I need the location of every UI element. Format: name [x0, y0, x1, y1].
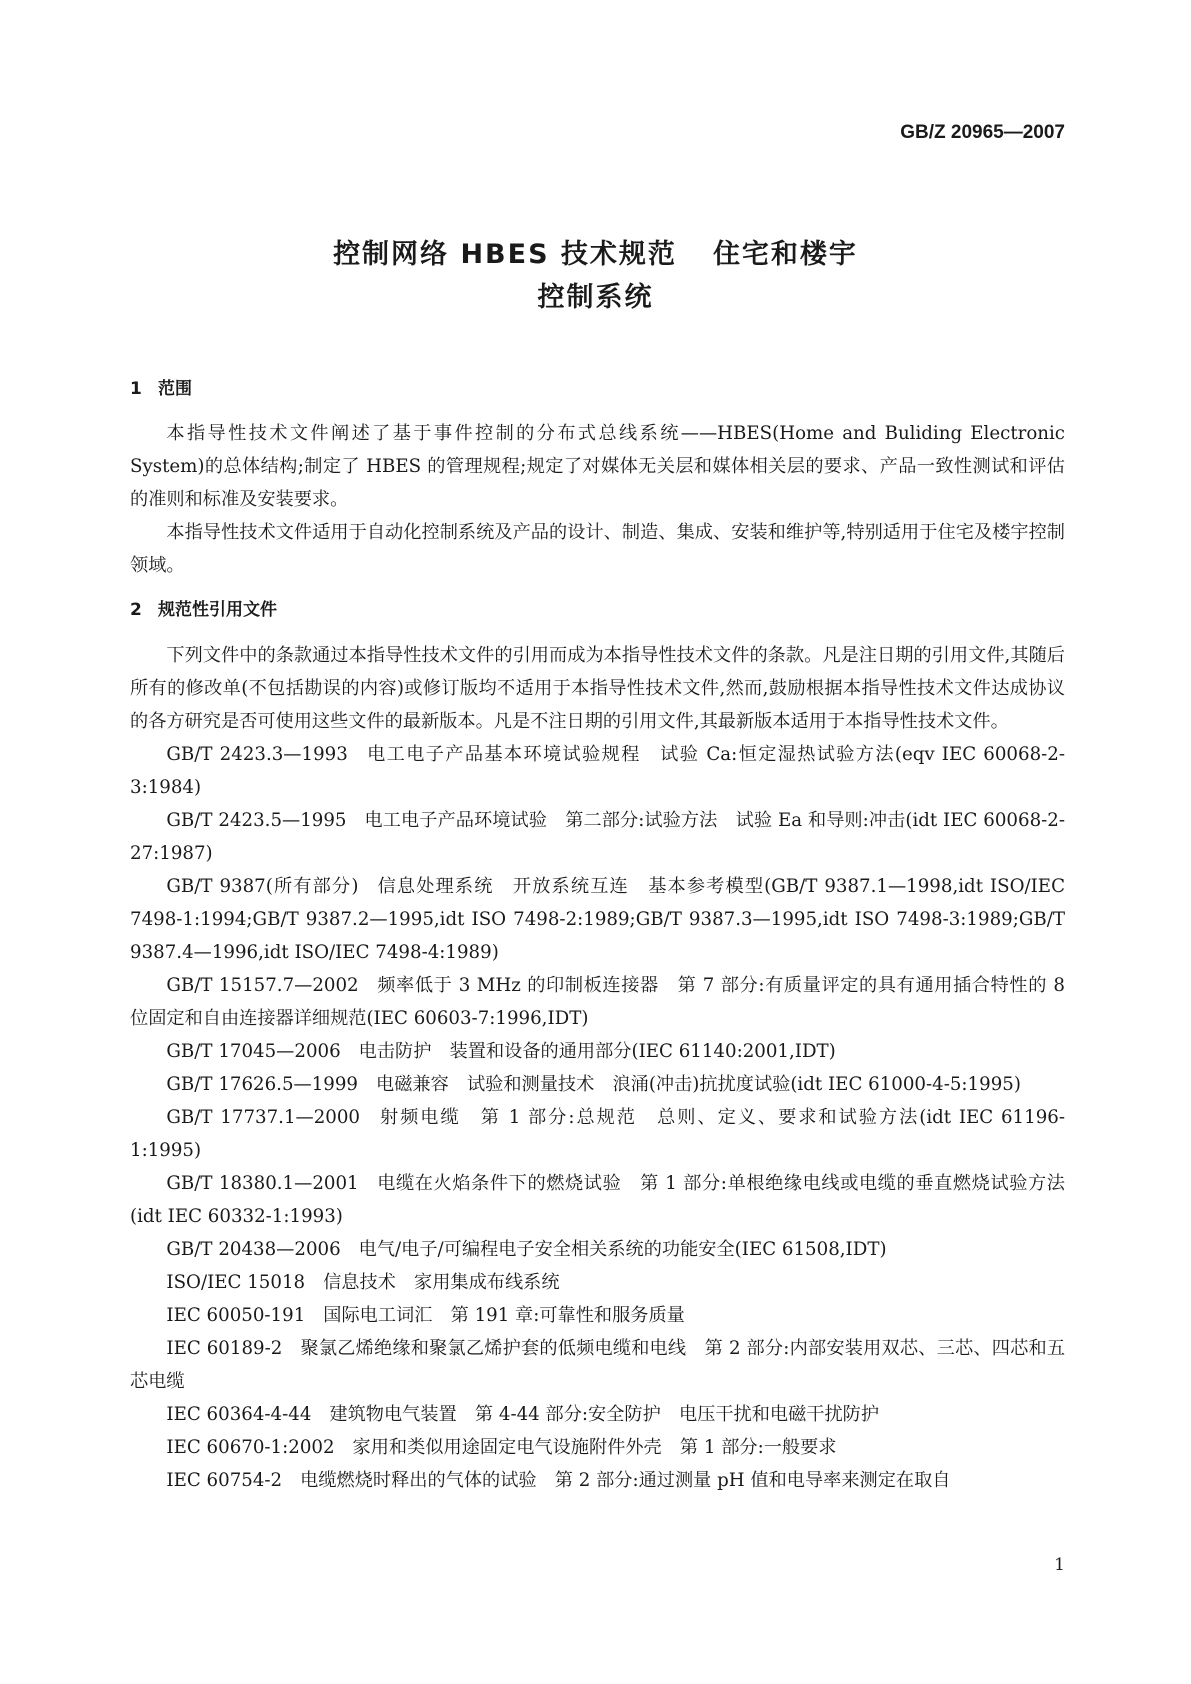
reference-entry: [130, 1233, 1065, 1266]
reference-entry: [130, 1101, 1065, 1167]
document-title-line-1: [0, 232, 1191, 271]
reference-title: 国际电工词汇 第 191 章:可靠性和服务质量: [323, 1305, 685, 1326]
section-1-heading: [130, 373, 1065, 406]
reference-entry: [130, 1035, 1065, 1068]
reference-code: GB/T 2423.5—1995: [166, 810, 347, 831]
reference-entry: [130, 1332, 1065, 1398]
reference-title: 建筑物电气装置 第 4-44 部分:安全防护 电压干扰和电磁干扰防护: [329, 1404, 880, 1425]
reference-entry: [130, 969, 1065, 1035]
reference-title: 射频电缆 第 1 部分:总规范 总则、定义、要求和试验方法(idt IEC 61196-1:1995): [130, 1107, 1065, 1161]
reference-code: GB/T 18380.1—2001: [166, 1173, 359, 1194]
reference-entry: [130, 1431, 1065, 1464]
reference-entry: [130, 804, 1065, 870]
section-number: 2: [130, 600, 142, 620]
reference-title: 电磁兼容 试验和测量技术 浪涌(冲击)抗扰度试验(idt IEC 61000-4-5:1995): [376, 1074, 1021, 1095]
reference-code: IEC 60670-1:2002: [166, 1437, 335, 1458]
reference-code: GB/T 20438—2006: [166, 1239, 341, 1260]
reference-title: 电工电子产品基本环境试验规程 试验 Ca:恒定湿热试验方法(eqv IEC 60068-2-3:1984): [130, 744, 1066, 798]
references-intro-paragraph: 下列文件中的条款通过本指导性技术文件的引用而成为本指导性技术文件的条款。凡是注日期的引用文件,其随后所有的修改单(不包括勘误的内容)或修订版均不适用于本指导性技术文件,然而,鼓励根据本指导性技术文件达成协议的各方研究是否可使用这些文件的最新版本。凡是不注日期的引用文件,其最新版本适用于本指导性技术文件。: [130, 645, 1065, 732]
reference-code: IEC 60050-191: [166, 1305, 306, 1326]
reference-title: 家用和类似用途固定电气设施附件外壳 第 1 部分:一般要求: [352, 1437, 837, 1458]
reference-title: 电气/电子/可编程电子安全相关系统的功能安全(IEC 61508,IDT): [358, 1239, 887, 1260]
section-title: 范围: [158, 379, 192, 399]
reference-code: GB/T 17737.1—2000: [166, 1107, 360, 1128]
reference-entry: [130, 1299, 1065, 1332]
reference-entry: [130, 1398, 1065, 1431]
reference-code: IEC 60754-2: [166, 1470, 283, 1491]
section-title: 规范性引用文件: [158, 600, 277, 620]
reference-title: 电缆在火焰条件下的燃烧试验 第 1 部分:单根绝缘电线或电缆的垂直燃烧试验方法(idt IEC 60332-1:1993): [130, 1173, 1065, 1227]
reference-code: GB/T 15157.7—2002: [166, 975, 359, 996]
reference-code: GB/T 2423.3—1993: [166, 744, 348, 765]
reference-code: GB/T 17045—2006: [166, 1041, 341, 1062]
title-part-a: 控制网络 HBES 技术规范: [333, 239, 677, 270]
reference-title: 聚氯乙烯绝缘和聚氯乙烯护套的低频电缆和电线 第 2 部分:内部安装用双芯、三芯、四芯和五芯电缆: [130, 1338, 1066, 1392]
reference-title: 信息处理系统 开放系统互连 基本参考模型(GB/T 9387.1—1998,idt ISO/IEC 7498-1:1994;GB/T 9387.2—1995,idt ISO 7498-2:1989;GB/T 9387.3—1995,idt ISO 7498-3:1989;GB/T 9387.4—1996,idt ISO/IEC 7498-4:1989): [130, 876, 1065, 963]
reference-entry: [130, 1266, 1065, 1299]
reference-code: IEC 60189-2: [166, 1338, 283, 1359]
reference-code: IEC 60364-4-44: [166, 1404, 312, 1425]
reference-code: GB/T 17626.5—1999: [166, 1074, 359, 1095]
document-title-line-2: 控制系统: [537, 282, 654, 313]
reference-code: GB/T 9387(所有部分): [166, 876, 359, 897]
reference-title: 频率低于 3 MHz 的印制板连接器 第 7 部分:有质量评定的具有通用插合特性的 8 位固定和自由连接器详细规范(IEC 60603-7:1996,IDT): [130, 975, 1065, 1029]
reference-entry: [130, 1464, 1065, 1497]
reference-entry: [130, 1167, 1065, 1233]
scope-paragraph-1: 本指导性技术文件阐述了基于事件控制的分布式总线系统——HBES(Home and Buliding Electronic System)的总体结构;制定了 HBES 的管理规程;规定了对媒体无关层和媒体相关层的要求、产品一致性测试和评估的准则和标准及安装要求。: [130, 423, 1065, 510]
scope-paragraph-2: 本指导性技术文件适用于自动化控制系统及产品的设计、制造、集成、安装和维护等,特别适用于住宅及楼宇控制领域。: [130, 522, 1065, 576]
reference-title: 电工电子产品环境试验 第二部分:试验方法 试验 Ea 和导则:冲击(idt IEC 60068-2-27:1987): [130, 810, 1065, 864]
reference-entry: [130, 870, 1065, 969]
section-number: 1: [130, 379, 142, 399]
reference-title: 电缆燃烧时释出的气体的试验 第 2 部分:通过测量 pH 值和电导率来测定在取自: [300, 1470, 951, 1491]
title-part-b: 住宅和楼宇: [712, 239, 858, 270]
reference-list: [130, 738, 1065, 1497]
reference-title: 电击防护 装置和设备的通用部分(IEC 61140:2001,IDT): [358, 1041, 836, 1062]
page-number: 1: [1054, 1555, 1065, 1575]
standard-code: GB/Z 20965—2007: [900, 122, 1065, 143]
reference-entry: [130, 1068, 1065, 1101]
reference-code: ISO/IEC 15018: [166, 1272, 306, 1293]
document-body: [130, 373, 1065, 1497]
reference-entry: [130, 738, 1065, 804]
reference-title: 信息技术 家用集成布线系统: [323, 1272, 560, 1293]
section-2-heading: [130, 594, 1065, 627]
